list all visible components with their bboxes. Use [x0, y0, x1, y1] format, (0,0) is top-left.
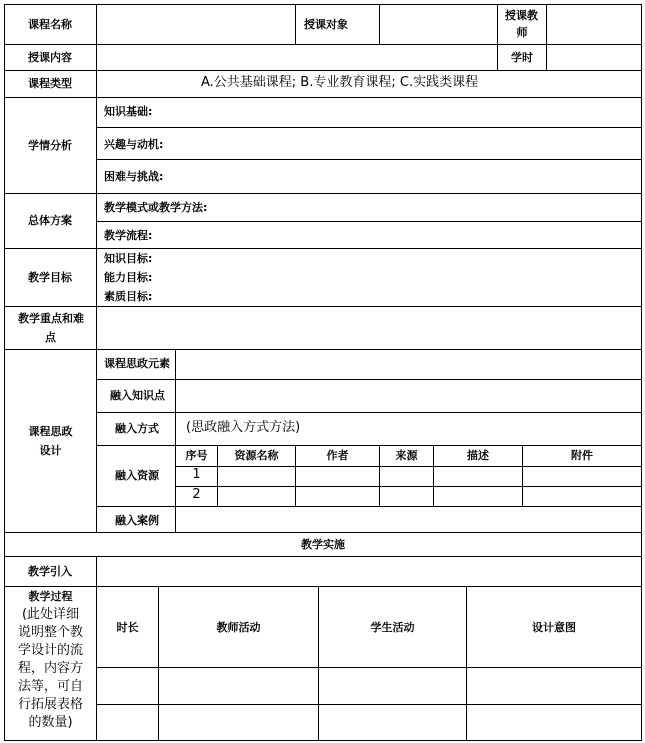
teaching-mode[interactable]: 教学模式或教学方法:: [104, 201, 208, 214]
process-note-line: (此处详细: [21, 607, 80, 622]
course-type-options[interactable]: A.公共基础课程; B.专业教育课程; C.实践类课程: [201, 75, 479, 90]
hours-label: 学时: [511, 51, 533, 64]
process-note-line: 行拓展表格: [17, 697, 83, 712]
intro-field[interactable]: [97, 557, 641, 586]
hours-field[interactable]: [547, 45, 641, 70]
resource-row-index: 2: [192, 487, 201, 502]
column-teacher-activity: 教师活动: [216, 621, 261, 634]
teacher-field[interactable]: [547, 5, 641, 44]
process-note: [5, 606, 96, 732]
resource-header-attach: 附件: [571, 449, 593, 462]
ideology-label-line2: 设计: [39, 444, 62, 457]
ability-goal[interactable]: 能力目标:: [104, 271, 153, 284]
column-design-intent: 设计意图: [532, 621, 576, 634]
analysis-label: 学情分析: [28, 139, 72, 152]
resource-header-desc: 描述: [467, 449, 489, 462]
resource-label: 融入资源: [115, 469, 159, 482]
intro-label: 教学引入: [28, 565, 72, 578]
teacher-label-line2: 师: [516, 26, 528, 39]
process-note-line: 说明整个教: [17, 625, 83, 640]
method-value[interactable]: (思政融入方式方法): [186, 420, 301, 435]
process-note-line: 法等，可自: [17, 679, 83, 694]
resource-header-index: 序号: [185, 449, 208, 462]
course-name-label: 课程名称: [28, 18, 72, 31]
ideology-label-line1: 课程思政: [28, 425, 73, 438]
column-duration: 时长: [116, 621, 139, 634]
implementation-title: 教学实施: [301, 538, 345, 551]
resource-header-name: 资源名称: [234, 449, 279, 462]
resource-header-author: 作者: [326, 449, 349, 462]
target-label: 授课对象: [304, 18, 348, 31]
quality-goal[interactable]: 素质目标:: [104, 290, 153, 303]
method-label: 融入方式: [115, 422, 159, 435]
resource-row-index: 1: [192, 467, 201, 482]
plan-label: 总体方案: [28, 214, 72, 227]
interest-motivation[interactable]: 兴趣与动机:: [104, 138, 164, 151]
teacher-label-line1: 授课教: [505, 9, 538, 22]
difficulty-challenge[interactable]: 困难与挑战:: [104, 170, 164, 183]
course-name-field[interactable]: [97, 5, 294, 44]
key-points-label-line1: 教学重点和难: [18, 312, 84, 325]
knowledge-basis[interactable]: 知识基础:: [104, 105, 153, 118]
process-note-line: 的数量): [28, 715, 73, 730]
case-field[interactable]: [176, 507, 641, 532]
process-note-line: 程，内容方: [17, 661, 83, 676]
goals-label: 教学目标: [28, 271, 72, 284]
process-note-line: 学设计的流: [17, 643, 83, 658]
column-student-activity: 学生活动: [370, 621, 415, 634]
target-field[interactable]: [380, 5, 496, 44]
knowledge-goal[interactable]: 知识目标:: [104, 252, 153, 265]
knowledge-point-label: 融入知识点: [110, 389, 165, 402]
case-label: 融入案例: [115, 514, 159, 527]
resource-header-source: 来源: [395, 449, 418, 462]
ideology-element-field[interactable]: [176, 350, 641, 379]
process-title: 教学过程: [28, 590, 73, 603]
ideology-element-label: 课程思政元素: [104, 357, 170, 370]
course-type-label: 课程类型: [28, 77, 72, 90]
teaching-flow[interactable]: 教学流程:: [104, 229, 153, 242]
content-field[interactable]: [97, 45, 496, 70]
key-points-label-line2: 点: [45, 331, 56, 344]
knowledge-point-field[interactable]: [176, 380, 641, 412]
content-label: 授课内容: [28, 51, 72, 64]
key-points-field[interactable]: [97, 307, 641, 349]
